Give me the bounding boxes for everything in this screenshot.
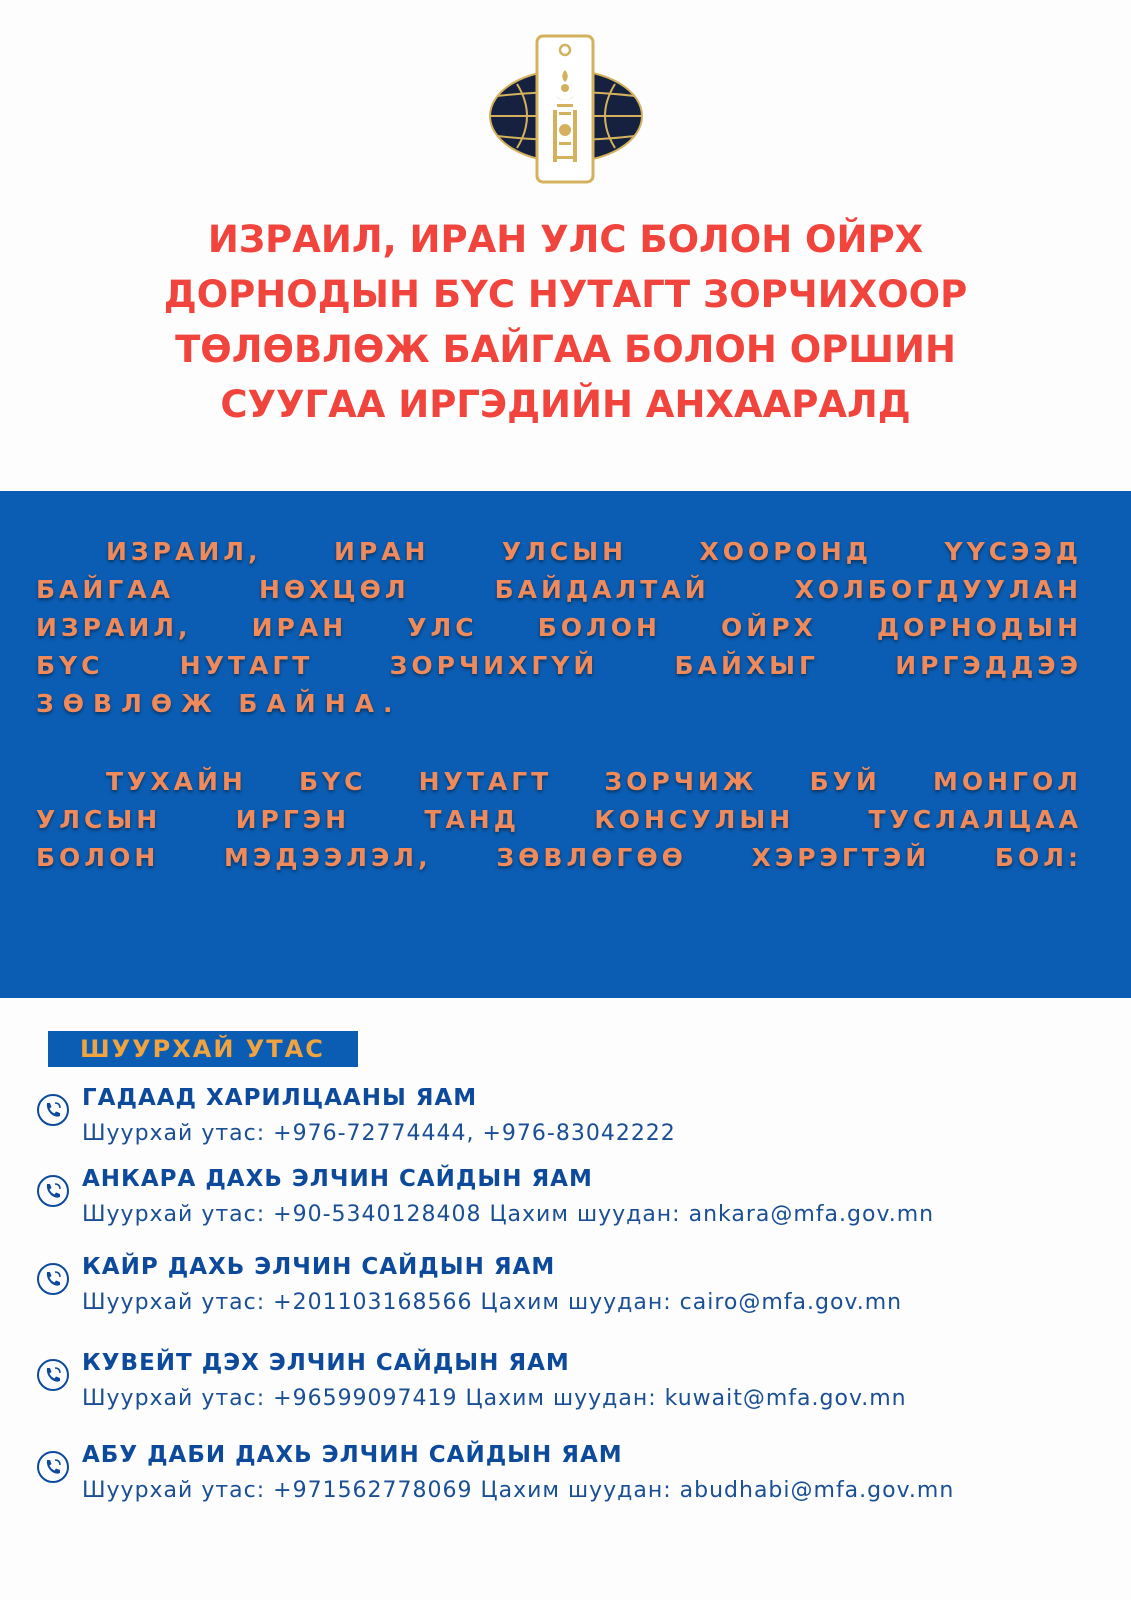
phone-icon [36, 1450, 70, 1484]
headline-line: ДОРНОДЫН БҮС НУТАГТ ЗОРЧИХООР [163, 273, 968, 316]
contact-name: АБУ ДАБИ ДАХЬ ЭЛЧИН САЙДЫН ЯАМ [82, 1442, 623, 1468]
ministry-logo [487, 34, 645, 184]
contact-info: Шуурхай утас: +201103168566 Цахим шуудан: cairo@mfa.gov.mn [82, 1290, 903, 1315]
notice-line: ЗӨВЛӨЖ БАЙНА. [36, 689, 402, 718]
notice-paragraph [36, 533, 1082, 723]
phone-icon [36, 1358, 70, 1392]
notice-paragraph [36, 763, 1082, 877]
notice-line: УЛСЫН ИРГЭН ТАНД КОНСУЛЫН ТУСЛАЛЦАА [36, 805, 1082, 834]
contact-info: Шуурхай утас: +90-5340128408 Цахим шуудан: ankara@mfa.gov.mn [82, 1202, 935, 1227]
notice-line: БОЛОН МЭДЭЭЛЭЛ, ЗӨВЛӨГӨӨ ХЭРЭГТЭЙ БОЛ: [36, 843, 1082, 872]
hotline-label-bar [48, 1031, 358, 1067]
phone-icon [36, 1093, 70, 1127]
contact-name: АНКАРА ДАХЬ ЭЛЧИН САЙДЫН ЯАМ [82, 1166, 593, 1192]
contact-name: КАЙР ДАХЬ ЭЛЧИН САЙДЫН ЯАМ [82, 1254, 556, 1280]
notice-line: ИЗРАИЛ, ИРАН УЛС БОЛОН ОЙРХ ДОРНОДЫН [36, 613, 1082, 642]
headline-line: ИЗРАИЛ, ИРАН УЛС БОЛОН ОЙРХ [207, 218, 924, 261]
phone-icon [36, 1174, 70, 1208]
notice-line: БҮС НУТАГТ ЗОРЧИХГҮЙ БАЙХЫГ ИРГЭДДЭЭ [36, 651, 1082, 680]
headline-line: СУУГАА ИРГЭДИЙН АНХААРАЛД [220, 383, 911, 426]
contact-info: Шуурхай утас: +976-72774444, +976-83042222 [82, 1121, 676, 1146]
hotline-label: ШУУРХАЙ УТАС [80, 1035, 325, 1063]
headline [150, 212, 981, 432]
notice-line: БАЙГАА НӨХЦӨЛ БАЙДАЛТАЙ ХОЛБОГДУУЛАН [36, 575, 1082, 604]
headline-line: ТӨЛӨВЛӨЖ БАЙГАА БОЛОН ОРШИН [175, 328, 956, 371]
notice-line: ИЗРАИЛ, ИРАН УЛСЫН ХООРОНД ҮҮСЭЭД [106, 537, 1082, 566]
contact-info: Шуурхай утас: +96599097419 Цахим шуудан: kuwait@mfa.gov.mn [82, 1386, 907, 1411]
contact-name: КУВЕЙТ ДЭХ ЭЛЧИН САЙДЫН ЯАМ [82, 1350, 570, 1376]
notice-panel [0, 491, 1131, 998]
phone-icon [36, 1262, 70, 1296]
contact-info: Шуурхай утас: +971562778069 Цахим шуудан: abudhabi@mfa.gov.mn [82, 1478, 955, 1503]
contact-name: ГАДААД ХАРИЛЦААНЫ ЯАМ [82, 1085, 478, 1111]
notice-line: ТУХАЙН БҮС НУТАГТ ЗОРЧИЖ БУЙ МОНГОЛ [106, 767, 1082, 796]
